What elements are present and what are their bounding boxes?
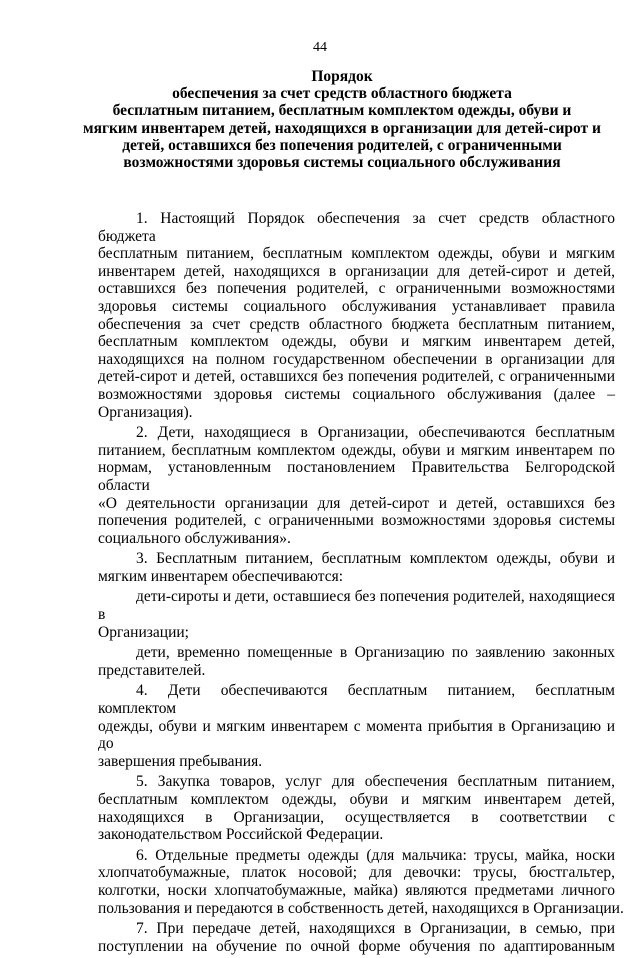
- paragraph-7: [98, 920, 615, 955]
- text-line: хлопчатобумажные, платок носовой; для девочки: трусы, бюстгальтер,: [98, 864, 615, 882]
- paragraph-4: [98, 682, 615, 770]
- text-line: представителей.: [98, 661, 206, 679]
- text-line: дети, временно помещенные в Организацию по заявлению законных: [136, 644, 615, 662]
- text-line: бесплатным питанием, бесплатным комплектом одежды, обуви и мягким: [98, 245, 615, 263]
- text-line: бесплатным комплектом одежды, обуви и мягким инвентарем детей,: [98, 333, 615, 351]
- text-line: находящихся на полном государственном обеспечении в организации для: [98, 350, 615, 368]
- text-line: завершения пребывания.: [98, 752, 263, 770]
- title-line: детей, оставшихся без попечения родителей, с ограниченными: [122, 136, 562, 154]
- paragraph-3-item-1: [98, 588, 615, 641]
- text-line: бесплатным комплектом одежды, обуви и мягким инвентарем детей,: [98, 791, 615, 808]
- text-line: законодательством Российской Федерации.: [98, 826, 384, 844]
- paragraph-6: [98, 846, 624, 917]
- title-line: Порядок: [311, 68, 373, 85]
- paragraph-2: [98, 424, 615, 547]
- title-line: бесплатным питанием, бесплатным комплектом одежды, обуви и: [112, 102, 572, 120]
- title-line: возможностями здоровья системы социального обслуживания: [123, 154, 561, 172]
- text-line: обеспечения за счет средств областного бюджета бесплатным питанием,: [98, 315, 615, 333]
- text-line: поступлении на обучение по очной форме обучения по адаптированным: [98, 937, 615, 955]
- text-line: 4. Дети обеспечиваются бесплатным питанием, бесплатным комплектом: [98, 682, 615, 718]
- title-line: обеспечения за счет средств областного бюджета: [172, 85, 512, 103]
- document-title: [80, 68, 604, 171]
- text-line: 2. Дети, находящиеся в Организации, обеспечиваются бесплатным: [136, 424, 615, 442]
- text-line: одежды, обуви и мягким инвентарем с момента прибытия в Организацию и до: [98, 717, 615, 753]
- text-line: возможностями здоровья системы социального обслуживания (далее –: [98, 385, 615, 403]
- text-line: Организации;: [98, 623, 189, 641]
- paragraph-3: [98, 550, 615, 585]
- text-line: 6. Отдельные предметы одежды (для мальчика: трусы, майка, носки: [136, 846, 615, 864]
- paragraph-5: [98, 773, 615, 843]
- text-line: Организация).: [98, 403, 193, 421]
- text-line: 7. При передаче детей, находящихся в Организации, в семью, при: [136, 920, 615, 938]
- text-line: питанием, бесплатным комплектом одежды, обуви и мягким инвентарем по: [98, 441, 615, 459]
- text-line: оставшихся без попечения родителей, с ограниченными возможностями: [98, 280, 615, 298]
- text-line: попечения родителей, с ограниченными возможностями здоровья системы: [98, 512, 615, 530]
- document-body: [98, 210, 624, 958]
- paragraph-3-item-2: [98, 644, 615, 679]
- text-line: 1. Настоящий Порядок обеспечения за счет средств областного бюджета: [98, 210, 615, 245]
- text-line: дети-сироты и дети, оставшиеся без попечения родителей, находящиеся в: [98, 588, 615, 624]
- text-line: колготки, носки хлопчатобумажные, майка) являются предметами личного: [98, 881, 615, 899]
- paragraph-1: [98, 210, 615, 421]
- text-line: инвентарем детей, находящихся в организации для детей-сирот и детей,: [98, 262, 615, 280]
- text-line: «О деятельности организации для детей-сирот и детей, оставшихся без: [98, 494, 615, 512]
- text-line: здоровья системы социального обслуживания устанавливает правила: [98, 297, 615, 315]
- text-line: находящихся в Организации, осуществляется в соответствии с: [98, 808, 615, 826]
- title-line: мягким инвентарем детей, находящихся в организации для детей-сирот и: [83, 119, 601, 137]
- text-line: мягким инвентарем обеспечиваются:: [98, 567, 344, 585]
- text-line: социального обслуживания».: [98, 529, 291, 547]
- text-line: 5. Закупка товаров, услуг для обеспечения бесплатным питанием,: [136, 773, 615, 791]
- text-line: детей-сирот и детей, оставшихся без попечения родителей, с ограниченными: [98, 368, 615, 386]
- page-number: 44: [313, 40, 327, 55]
- text-line: 3. Бесплатным питанием, бесплатным комплектом одежды, обуви и: [136, 550, 615, 568]
- text-line: пользования и передаются в собственность детей, находящихся в Организации.: [98, 899, 624, 917]
- text-line: нормам, установленным постановлением Правительства Белгородской области: [98, 459, 615, 494]
